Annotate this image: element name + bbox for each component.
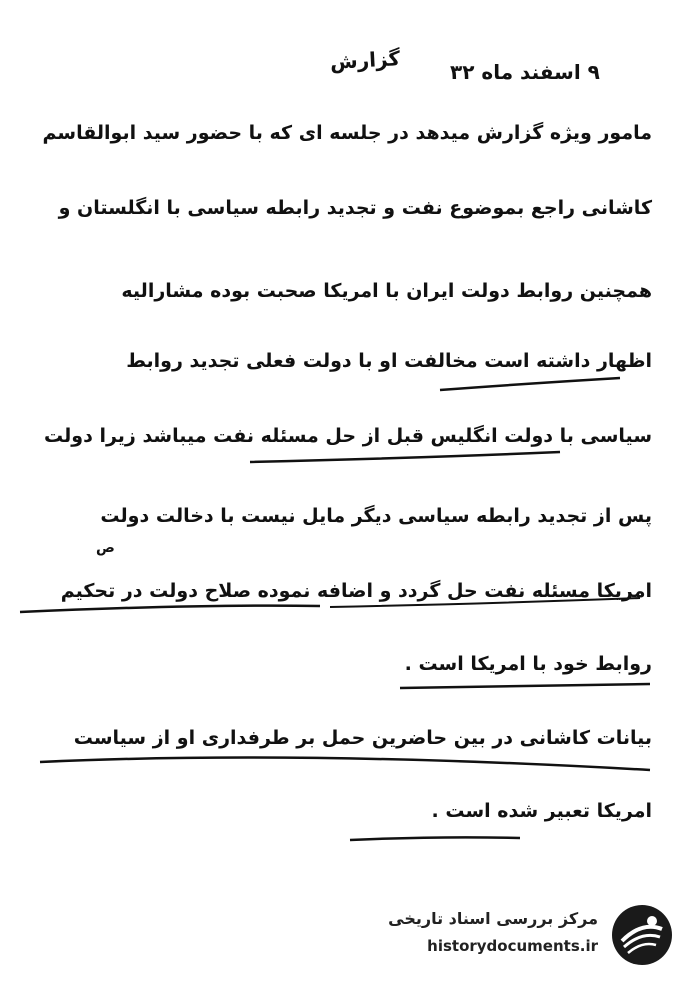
text-line: همچنین روابط دولت ایران با امریکا صحبت بوده مشارالیه bbox=[121, 280, 652, 302]
margin-mark: ص bbox=[96, 540, 115, 556]
archive-footer bbox=[378, 901, 678, 971]
document-title: گزارش bbox=[329, 46, 401, 74]
text-line: امریکا تعبیر شده است . bbox=[431, 800, 652, 822]
underline-mark bbox=[250, 452, 560, 462]
text-line: امریکا مسئله نفت حل گردد و اضافه نموده صلاح دولت در تحکیم bbox=[60, 580, 652, 602]
underline-mark bbox=[350, 837, 520, 840]
underline-mark bbox=[40, 758, 650, 771]
text-line: اظهار داشته است مخالفت او با دولت فعلی تجدید روابط bbox=[126, 350, 652, 372]
underline-mark bbox=[400, 684, 650, 688]
text-line: سیاسی با دولت انگلیس قبل از حل مسئله نفت میباشد زیرا دولت bbox=[44, 425, 652, 447]
underline-mark bbox=[440, 378, 620, 390]
document-date: ۹ اسفند ماه ۳۲ bbox=[450, 60, 600, 84]
text-line: پس از تجدید رابطه سیاسی دیگر مایل نیست با دخالت دولت bbox=[100, 505, 652, 527]
text-line: کاشانی راجع بموضوع نفت و تجدید رابطه سیاسی با انگلستان و bbox=[58, 197, 652, 219]
archive-logo-icon bbox=[608, 901, 676, 969]
text-line: مامور ویژه گزارش میدهد در جلسه ای که با حضور سید ابوالقاسم bbox=[42, 122, 652, 144]
text-line: بیانات کاشانی در بین حاضرین حمل بر طرفداری او از سیاست bbox=[73, 727, 652, 749]
underline-mark bbox=[20, 606, 320, 612]
archive-site-url: historydocuments.ir bbox=[427, 937, 598, 955]
text-line: روابط خود با امریکا است . bbox=[404, 653, 652, 675]
archive-org-name: مرکز بررسی اسناد تاریخی bbox=[388, 909, 598, 928]
